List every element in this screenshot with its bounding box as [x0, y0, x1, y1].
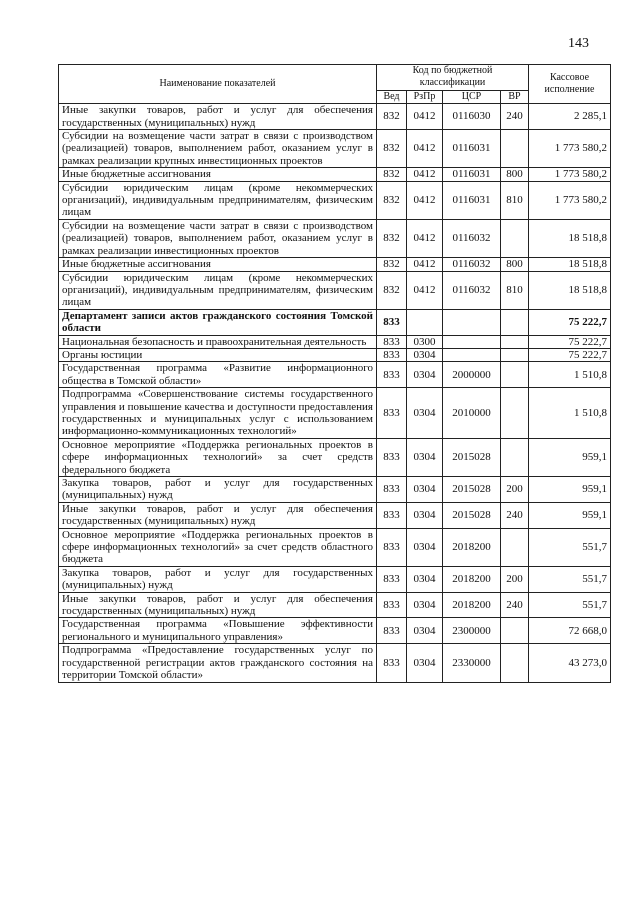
row-csr: 2010000 [443, 388, 501, 439]
row-vr: 240 [501, 502, 529, 528]
row-name: Иные бюджетные ассигнования [59, 258, 377, 271]
row-csr: 2000000 [443, 362, 501, 388]
row-amount: 18 518,8 [529, 258, 611, 271]
row-ved: 833 [377, 592, 407, 618]
row-ved: 833 [377, 618, 407, 644]
row-amount: 72 668,0 [529, 618, 611, 644]
row-name: Иные закупки товаров, работ и услуг для обеспечения государственных (муниципальных) нужд [59, 592, 377, 618]
row-ved: 833 [377, 438, 407, 476]
row-ved: 832 [377, 181, 407, 219]
row-ved: 832 [377, 130, 407, 168]
row-rzpr: 0412 [407, 104, 443, 130]
row-rzpr: 0304 [407, 348, 443, 361]
row-vr [501, 348, 529, 361]
table-row [59, 592, 611, 618]
table-row [59, 644, 611, 682]
row-vr: 800 [501, 168, 529, 181]
row-amount: 1 773 580,2 [529, 168, 611, 181]
row-csr: 2015028 [443, 477, 501, 503]
table-row [59, 181, 611, 219]
table-row [59, 271, 611, 309]
row-amount: 1 773 580,2 [529, 181, 611, 219]
row-amount: 551,7 [529, 528, 611, 566]
row-csr: 2015028 [443, 502, 501, 528]
row-csr: 0116031 [443, 181, 501, 219]
row-rzpr: 0412 [407, 219, 443, 257]
table-row [59, 348, 611, 361]
row-csr [443, 348, 501, 361]
header-csr: ЦСР [443, 90, 501, 103]
row-vr [501, 438, 529, 476]
row-vr: 200 [501, 477, 529, 503]
row-rzpr: 0412 [407, 181, 443, 219]
row-ved: 832 [377, 168, 407, 181]
row-ved: 833 [377, 502, 407, 528]
row-csr: 0116032 [443, 219, 501, 257]
row-name: Национальная безопасность и правоохранительная деятельность [59, 335, 377, 348]
row-csr: 0116031 [443, 130, 501, 168]
row-name: Иные бюджетные ассигнования [59, 168, 377, 181]
row-rzpr: 0412 [407, 271, 443, 309]
row-name: Государственная программа «Развитие информационного общества в Томской области» [59, 362, 377, 388]
row-rzpr: 0412 [407, 258, 443, 271]
row-ved: 833 [377, 309, 407, 335]
row-ved: 832 [377, 271, 407, 309]
row-name: Основное мероприятие «Поддержка региональных проектов в сфере информационных технологий» за счет средств федерального бюджета [59, 438, 377, 476]
row-name: Субсидии юридическим лицам (кроме некоммерческих организаций), индивидуальным предпринимателям, физическим лицам [59, 271, 377, 309]
row-ved: 833 [377, 388, 407, 439]
row-rzpr [407, 309, 443, 335]
row-csr: 2300000 [443, 618, 501, 644]
row-amount: 75 222,7 [529, 309, 611, 335]
row-name: Подпрограмма «Совершенствование системы государственного управления и повышение качества и доступности предоставления государственных и муниципальных услуг с использованием информационно-коммуникационных технологий» [59, 388, 377, 439]
row-csr: 2330000 [443, 644, 501, 682]
row-name: Иные закупки товаров, работ и услуг для обеспечения государственных (муниципальных) нужд [59, 104, 377, 130]
row-rzpr: 0304 [407, 438, 443, 476]
row-name: Подпрограмма «Предоставление государственных услуг по государственной регистрации актов гражданского состояния на территории Томской области» [59, 644, 377, 682]
row-vr: 200 [501, 566, 529, 592]
row-vr: 800 [501, 258, 529, 271]
header-name: Наименование показателей [59, 65, 377, 104]
row-amount: 2 285,1 [529, 104, 611, 130]
table-row [59, 438, 611, 476]
row-ved: 832 [377, 258, 407, 271]
table-row [59, 566, 611, 592]
row-vr [501, 362, 529, 388]
row-csr: 2015028 [443, 438, 501, 476]
table-row [59, 104, 611, 130]
row-csr: 0116032 [443, 271, 501, 309]
row-csr: 2018200 [443, 528, 501, 566]
row-vr [501, 388, 529, 439]
row-amount: 551,7 [529, 592, 611, 618]
row-name: Органы юстиции [59, 348, 377, 361]
row-vr [501, 309, 529, 335]
table-row [59, 502, 611, 528]
row-rzpr: 0304 [407, 502, 443, 528]
row-name: Иные закупки товаров, работ и услуг для обеспечения государственных (муниципальных) нужд [59, 502, 377, 528]
row-ved: 833 [377, 477, 407, 503]
row-csr: 0116032 [443, 258, 501, 271]
row-rzpr: 0304 [407, 388, 443, 439]
header-rzpr: РзПр [407, 90, 443, 103]
row-amount: 959,1 [529, 477, 611, 503]
row-amount: 551,7 [529, 566, 611, 592]
row-rzpr: 0304 [407, 528, 443, 566]
row-name: Субсидии на возмещение части затрат в связи с производством (реализацией) товаров, выполнением работ, оказанием услуг в рамках реализации инвестиционных проектов [59, 219, 377, 257]
row-ved: 833 [377, 528, 407, 566]
table-row [59, 362, 611, 388]
table-row [59, 477, 611, 503]
row-rzpr: 0304 [407, 566, 443, 592]
row-name: Государственная программа «Повышение эффективности регионального и муниципального управления» [59, 618, 377, 644]
row-vr: 810 [501, 181, 529, 219]
row-csr [443, 335, 501, 348]
row-amount: 18 518,8 [529, 219, 611, 257]
row-name: Основное мероприятие «Поддержка региональных проектов в сфере информационных технологий» за счет средств областного бюджета [59, 528, 377, 566]
row-csr: 0116030 [443, 104, 501, 130]
row-vr [501, 335, 529, 348]
row-rzpr: 0304 [407, 644, 443, 682]
table-row [59, 258, 611, 271]
table-row [59, 528, 611, 566]
table-row [59, 309, 611, 335]
row-rzpr: 0412 [407, 130, 443, 168]
table-body [59, 104, 611, 682]
header-ved: Вед [377, 90, 407, 103]
row-amount: 43 273,0 [529, 644, 611, 682]
row-ved: 833 [377, 335, 407, 348]
row-vr [501, 528, 529, 566]
table-row [59, 130, 611, 168]
row-amount: 959,1 [529, 502, 611, 528]
row-csr [443, 309, 501, 335]
page-number: 143 [568, 36, 589, 51]
table-row [59, 335, 611, 348]
row-vr: 240 [501, 104, 529, 130]
row-rzpr: 0304 [407, 592, 443, 618]
row-name: Закупка товаров, работ и услуг для государственных (муниципальных) нужд [59, 477, 377, 503]
row-csr: 0116031 [443, 168, 501, 181]
table-row [59, 168, 611, 181]
row-csr: 2018200 [443, 566, 501, 592]
row-ved: 833 [377, 644, 407, 682]
row-amount: 18 518,8 [529, 271, 611, 309]
header-code-group: Код по бюджетной классификации [377, 65, 529, 91]
row-ved: 832 [377, 104, 407, 130]
row-name: Субсидии юридическим лицам (кроме некоммерческих организаций), индивидуальным предпринимателям, физическим лицам [59, 181, 377, 219]
row-amount: 75 222,7 [529, 335, 611, 348]
row-ved: 833 [377, 348, 407, 361]
row-rzpr: 0300 [407, 335, 443, 348]
row-rzpr: 0304 [407, 618, 443, 644]
budget-table [58, 64, 611, 683]
row-amount: 75 222,7 [529, 348, 611, 361]
row-vr: 810 [501, 271, 529, 309]
table-row [59, 219, 611, 257]
table-row [59, 618, 611, 644]
row-name: Департамент записи актов гражданского состояния Томской области [59, 309, 377, 335]
row-name: Субсидии на возмещение части затрат в связи с производством (реализацией) товаров, выполнением работ, оказанием услуг в рамках реализации крупных инвестиционных проектов [59, 130, 377, 168]
row-ved: 833 [377, 362, 407, 388]
row-vr: 240 [501, 592, 529, 618]
row-rzpr: 0412 [407, 168, 443, 181]
table-row [59, 388, 611, 439]
row-vr [501, 219, 529, 257]
row-vr [501, 618, 529, 644]
row-rzpr: 0304 [407, 477, 443, 503]
header-vr: ВР [501, 90, 529, 103]
header-amount: Кассовое исполнение [529, 65, 611, 104]
row-amount: 1 773 580,2 [529, 130, 611, 168]
row-rzpr: 0304 [407, 362, 443, 388]
row-amount: 959,1 [529, 438, 611, 476]
row-amount: 1 510,8 [529, 388, 611, 439]
row-vr [501, 644, 529, 682]
row-ved: 833 [377, 566, 407, 592]
row-ved: 832 [377, 219, 407, 257]
row-amount: 1 510,8 [529, 362, 611, 388]
row-name: Закупка товаров, работ и услуг для государственных (муниципальных) нужд [59, 566, 377, 592]
row-csr: 2018200 [443, 592, 501, 618]
row-vr [501, 130, 529, 168]
